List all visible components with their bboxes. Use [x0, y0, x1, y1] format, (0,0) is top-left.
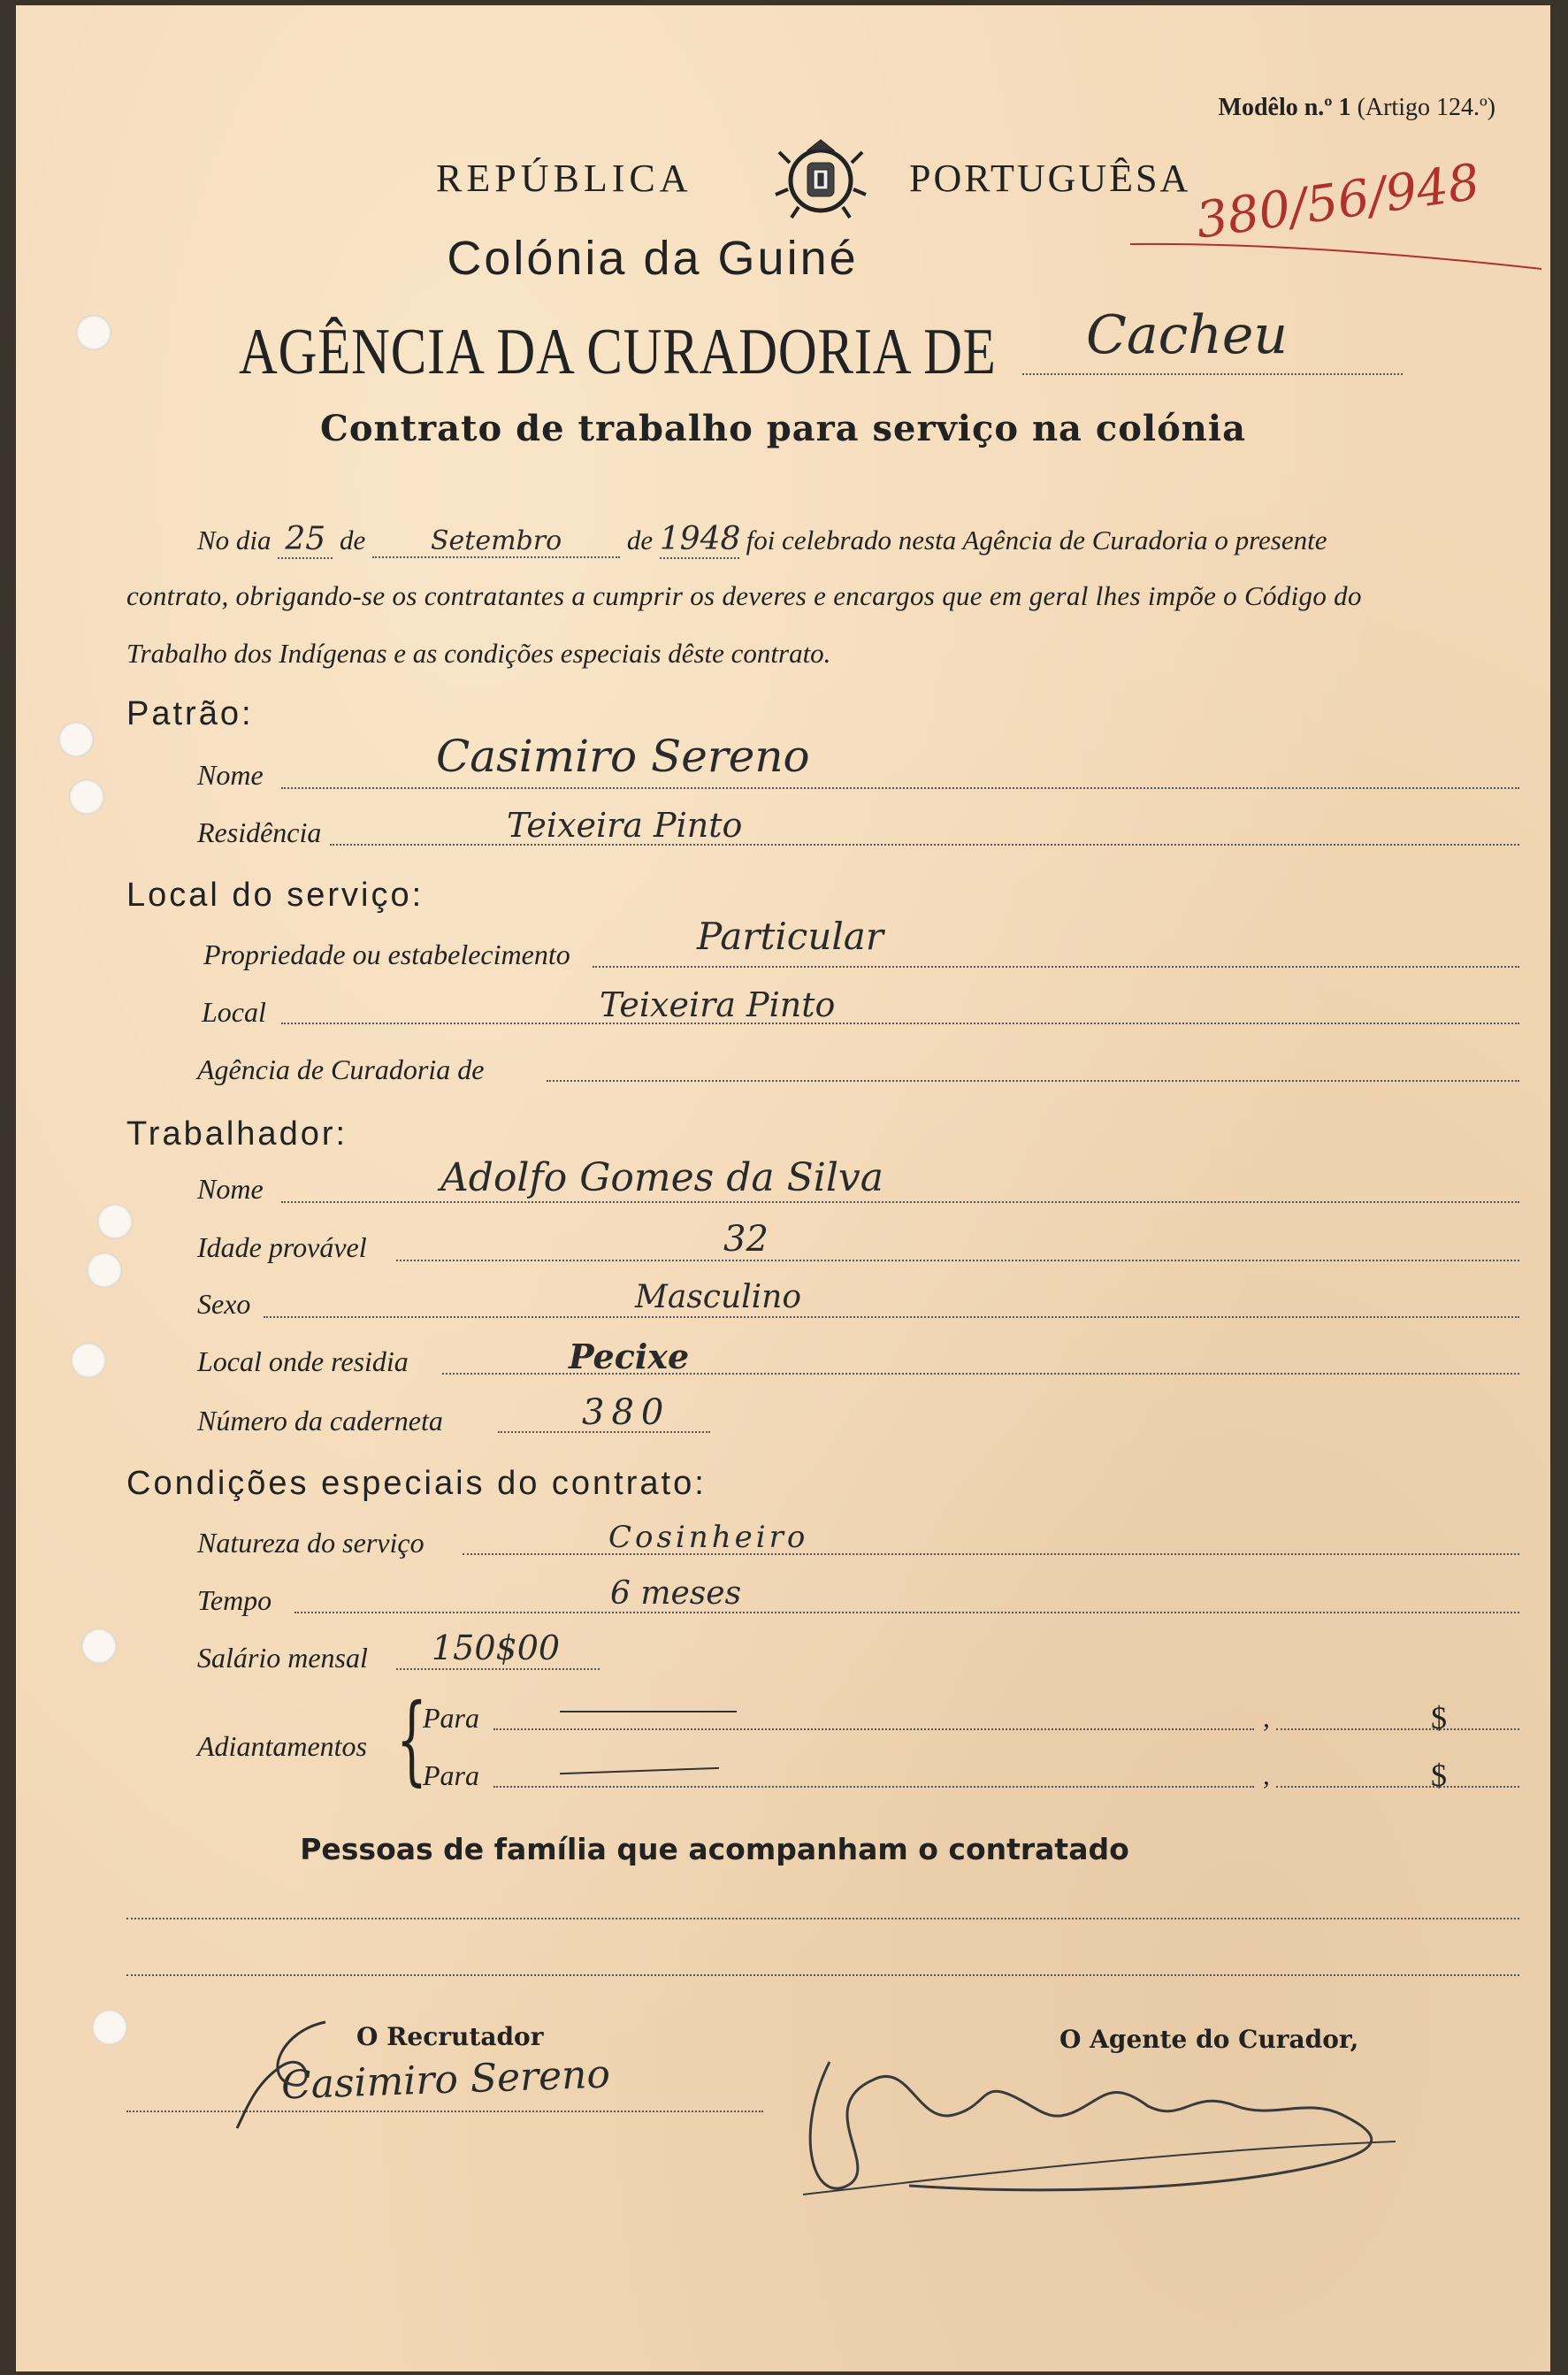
intro-line-2: contrato, obrigando-se os contratantes a cumprir os deveres e encargos que em geral lhes impõe o Código do — [126, 580, 1362, 611]
para2-currency: $ — [1431, 1758, 1447, 1793]
para1-label: Para — [423, 1702, 479, 1734]
intro-year: 1948 — [659, 521, 741, 557]
local-value: Teixeira Pinto — [600, 985, 836, 1024]
punch-hole — [76, 315, 111, 350]
para2-amount-line — [1276, 1786, 1519, 1788]
agency-title: AGÊNCIA DA CURADORIA DE — [239, 316, 997, 388]
punch-hole — [87, 1253, 122, 1288]
family-heading: Pessoas de família que acompanham o contratado — [300, 1832, 1129, 1866]
patrao-residencia-value: Teixeira Pinto — [507, 806, 743, 845]
trabalhador-nome-value: Adolfo Gomes da Silva — [440, 1155, 883, 1200]
punch-hole — [58, 722, 94, 757]
agency-value: Cacheu — [1086, 304, 1289, 366]
recruiter-line — [126, 2111, 763, 2112]
recruiter-label: O Recrutador — [356, 2022, 544, 2051]
agent-signature-icon — [776, 2026, 1449, 2221]
salario-label: Salário mensal — [197, 1642, 368, 1674]
caderneta-value: 380 — [582, 1392, 671, 1433]
sexo-value: Masculino — [635, 1279, 802, 1315]
contract-heading: Contrato de trabalho para serviço na colónia — [319, 408, 1246, 449]
sexo-line — [264, 1316, 1519, 1318]
sexo-label: Sexo — [197, 1288, 251, 1320]
residia-value: Pecixe — [569, 1337, 690, 1376]
para1-line — [493, 1728, 1254, 1730]
intro-line-3: Trabalho dos Indígenas e as condições especiais dêste contrato. — [126, 638, 831, 669]
residia-label: Local onde residia — [197, 1345, 409, 1377]
colony-title: Colónia da Guiné — [447, 232, 859, 285]
salario-value: 150$00 — [432, 1628, 561, 1667]
trabalhador-nome-label: Nome — [197, 1173, 264, 1205]
family-line-2 — [126, 1974, 1519, 1976]
section-patrao: Patrão: — [126, 695, 254, 732]
model-number: Modêlo n.º 1 (Artigo 124.º) — [1218, 94, 1495, 121]
idade-line — [396, 1260, 1519, 1261]
natureza-label: Natureza do serviço — [197, 1527, 425, 1559]
intro-line-1: No dia 25 de Setembro de 1948 foi celebrado nesta Agência de Curadoria o presente — [197, 521, 1327, 557]
para1-dash — [560, 1711, 737, 1712]
reference-number: 380/56/948 — [1192, 153, 1484, 250]
republic-title-right: PORTUGUÊSA — [909, 157, 1191, 200]
section-local: Local do serviço: — [126, 877, 425, 914]
adiantamentos-brace: { — [396, 1682, 427, 1796]
caderneta-label: Número da caderneta — [197, 1405, 443, 1436]
para2-comma: , — [1263, 1759, 1270, 1790]
coat-of-arms-icon — [772, 136, 869, 225]
section-condicoes: Condições especiais do contrato: — [126, 1465, 707, 1502]
punch-hole — [97, 1204, 133, 1239]
patrao-nome-line — [281, 787, 1519, 789]
para1-currency: $ — [1431, 1700, 1447, 1735]
punch-hole — [71, 1343, 106, 1378]
tempo-line — [294, 1612, 1519, 1613]
propriedade-label: Propriedade ou estabelecimento — [203, 939, 570, 970]
propriedade-line — [593, 966, 1519, 968]
republic-title-left: REPÚBLICA — [436, 157, 692, 200]
agencia-curadoria-line — [547, 1080, 1519, 1082]
para2-dash — [560, 1767, 719, 1774]
family-line-1 — [126, 1918, 1519, 1919]
agencia-curadoria-label: Agência de Curadoria de — [197, 1053, 485, 1085]
para2-label: Para — [423, 1759, 479, 1791]
para2-line — [493, 1786, 1254, 1788]
agency-line — [1022, 373, 1403, 375]
patrao-residencia-label: Residência — [197, 816, 322, 848]
local-line — [281, 1023, 1519, 1024]
section-trabalhador: Trabalhador: — [126, 1115, 348, 1153]
trabalhador-nome-line — [281, 1201, 1519, 1203]
patrao-nome-label: Nome — [197, 759, 264, 791]
para1-amount-line — [1276, 1728, 1519, 1730]
adiantamentos-label: Adiantamentos — [197, 1730, 367, 1762]
idade-label: Idade provável — [197, 1231, 367, 1263]
para1-comma: , — [1263, 1702, 1270, 1733]
punch-hole — [69, 779, 104, 815]
propriedade-value: Particular — [697, 915, 883, 958]
recruiter-signature-flourish — [228, 2013, 370, 2137]
local-label: Local — [202, 996, 266, 1028]
contract-form — [16, 5, 1550, 2371]
salario-line — [396, 1668, 600, 1670]
tempo-value: 6 meses — [610, 1575, 742, 1612]
punch-hole — [81, 1628, 117, 1664]
patrao-nome-value: Casimiro Sereno — [436, 731, 810, 782]
agent-label: O Agente do Curador, — [1059, 2025, 1359, 2054]
recruiter-signature: Casimiro Sereno — [280, 2051, 611, 2109]
natureza-value: Cosinheiro — [608, 1520, 809, 1555]
intro-day: 25 — [278, 521, 333, 559]
tempo-label: Tempo — [197, 1584, 272, 1616]
idade-value: 32 — [723, 1219, 769, 1260]
punch-hole — [92, 2010, 127, 2045]
intro-month: Setembro — [372, 525, 620, 558]
